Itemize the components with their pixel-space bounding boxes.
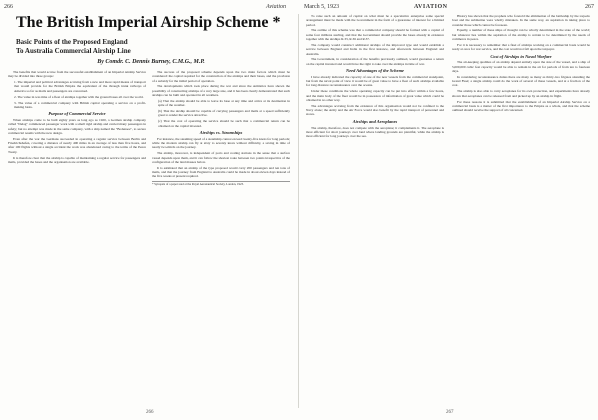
section-heading: Cost of Airships in Naval Warfare bbox=[490, 53, 552, 59]
paragraph: When airships come to be built eighty years as long ago as 1920, a German airship company called "Delag" commenced passenger work with a small rigid airship and carried many passengers in safety; but no attempt was made in the same company, with a ship named the "Bodensee", to secure commercial results with the new design. bbox=[8, 117, 146, 135]
column-2 bbox=[152, 70, 290, 408]
title-footnote-mark: * bbox=[272, 14, 281, 31]
paragraph: It is estimated that an airship of the type proposed would carry 200 passengers and ten tons of mails, and that the journey from England to Australia could be made in about eleven days instead of the five weeks at present required. bbox=[152, 165, 290, 179]
paragraph: The air-keeping qualities of an airship depend entirely upon the size of the vessel, and a ship of 5,000,000 cubic feet capacity would be able to remain in the air for periods of from ten to fourteen days. bbox=[452, 60, 590, 73]
left-folio: 266 bbox=[4, 4, 13, 10]
paragraph: To raise such an amount of capital on what must be a speculative enterprise some special arrangement must be made with the Government in the form of a guarantee of interest for a limited period. bbox=[306, 14, 444, 27]
paragraph: The airship, therefore, does not compete with the aeroplane; it complements it. The aeroplane is most efficient for short journeys over land where landing grounds are plentiful, while the airship is most efficient for long journeys over the sea. bbox=[306, 125, 444, 139]
paragraph: The outline of this scheme was that a commercial company should be formed with a capital of some four millions sterling, and that the Government should provide the bases already in existence together with the airships R.33, R.36 and R.37. bbox=[306, 28, 444, 42]
right-journal-name: AVIATION bbox=[414, 4, 448, 10]
page-gutter bbox=[298, 14, 299, 408]
article-title-text: The British Imperial Airship Scheme bbox=[16, 14, 269, 31]
paragraph: For instance, the steaming speed of a steamship cannot exceed twenty-five knots for long periods; while the modern airship can fly at sixty to seventy knots without difficulty, a saving in time of nearly two-thirds on the journey. bbox=[152, 136, 290, 150]
benefit-list bbox=[8, 80, 146, 109]
paragraph: I have already indicated the capacity of one of the new vessels from the commercial standpoint, but from the naval point of view it would be of great value to have a fleet of such airships available for long distance reconnaissance over the oceans. bbox=[306, 74, 444, 88]
article-title bbox=[16, 14, 286, 32]
right-page-number: 267 bbox=[446, 410, 454, 415]
issue-date: March 5, 1923 bbox=[304, 4, 340, 10]
column-4 bbox=[452, 14, 590, 408]
paragraph: In considering reconnaissance duties there are many as many as thirty-two frigates attending the Grand Fleet; a single airship could do the work of several of these vessels, and at a fraction of the cost. bbox=[452, 74, 590, 88]
paragraph: Equally, a number of these ships of thought can be wholly determined in the state of the world; but whatever lies within the aspiration of the airship is certain to be determined by the needs of commerce in peace. bbox=[452, 28, 590, 42]
paragraph: It is therefore clear that the airship is capable of maintaining a regular service for passengers and mails, provided the bases and the organisation are available. bbox=[8, 155, 146, 164]
paragraph: The company would construct additional airships of the improved type and would establish a service between England and India in the first instance, and afterwards between England and Australia. bbox=[306, 42, 444, 56]
column-1 bbox=[8, 70, 146, 408]
list-item: (c) That the cost of operating the service should be such that a commercial return can be obtained on the capital invested. bbox=[158, 119, 290, 128]
section-heading: Airships and Aeroplanes bbox=[352, 118, 398, 124]
list-item: 1. The imperial and political advantages accruing from a new and more rapid means of transport that would provide for the British Empire the equivalent of the through trunk railways of America so far as mails and passengers are concerned. bbox=[14, 80, 146, 93]
list-item: (a) That the airship should be able to leave its base at any time and arrive at its destination in spite of the weather. bbox=[158, 98, 290, 108]
paragraph: Under these conditions the whole operating capacity can be put into effect within a few hours, and the main body of the fleet would be in possession of information of great value which could be obtained in no other way. bbox=[306, 89, 444, 102]
paragraph: The developments which took place during the war and since the Armistice have shown the possibility of constructing airships of a very large size, and it has been clearly demonstrated that such airships can be built and operated in all weathers. bbox=[152, 84, 290, 98]
column-3 bbox=[306, 14, 444, 408]
requirement-list bbox=[152, 99, 290, 128]
paragraph: The advantages accruing from the existence of this organisation would not be confined to the Navy alone; the Army and the Air Force would also benefit by the rapid transport of personnel and stores. bbox=[306, 103, 444, 117]
paragraph: The airship, moreover, is independent of ports and coaling stations in the sense that a surface vessel depends upon them, and it can follow the shortest route between two points irrespective of the configuration of the land masses below. bbox=[152, 151, 290, 164]
left-page-number: 266 bbox=[146, 410, 154, 415]
paragraph: For it is necessary to remember that a fleet of airships working on a commercial basis would be ready at once for war service, and the cost would not fall upon the taxpayer. bbox=[452, 42, 590, 52]
paragraph: History has shown that the prophets who foretold the elimination of the battleship by the torpedo boat and the submarine were wholly mistaken. In the same way, an aspiration in taking place to consider those which cannot be foreseen. bbox=[452, 14, 590, 27]
list-item: 2. The value in war-time of a fleet of airships together with the ground bases all over the world. bbox=[14, 94, 144, 99]
paragraph: The Government, in consideration of the benefits previously outlined, would guarantee a return on the capital invested and would have the right to take over the airships in time of war. bbox=[306, 57, 444, 66]
list-item: (b) That the airship should be capable of carrying passengers and mails at a speed sufficiently great to render the service attractive. bbox=[158, 109, 290, 118]
list-item: 3. The value of a commercial company with British capital operating a service on a profit-making basis. bbox=[14, 100, 146, 109]
paragraph: Even after the war the Germans succeeded in operating a regular service between Berlin and Friedrichshafen, covering a distance of nearly 400 miles in an average of less than five hours, and after 100 flights without a single accident the work was abandoned owing to the terms of the Peace Treaty. bbox=[8, 136, 146, 154]
paragraph: The benefits that would accrue from the successful establishment of an Imperial Airship Service may be divided into three groups: bbox=[8, 70, 146, 79]
section-heading: Need Advantages of the Scheme bbox=[346, 68, 404, 74]
section-heading: Purpose of Commercial Service bbox=[48, 111, 106, 117]
subtitle-line-2: To Australia Commercial Airship Line bbox=[16, 47, 131, 55]
right-folio: 267 bbox=[585, 4, 594, 10]
footnote: * Synopsis of a paper read at the Royal Aeronautical Society, London, 1923. bbox=[152, 181, 290, 187]
paragraph: The airship is also able to carry aeroplanes for its own protection, and experiments have already shown that aeroplanes can be released from and picked up by an airship in flight. bbox=[452, 89, 590, 98]
paragraph: For these reasons it is submitted that the establishment of an Imperial Airship Service on a commercial basis is a matter of the first importance to the Empire as a whole, and that the scheme outlined should receive the support of all concerned. bbox=[452, 99, 590, 113]
section-heading: Airships vs. Steamships bbox=[199, 129, 243, 135]
paragraph: The success of the proposed scheme depends upon the two main factors which must be considered: the capital required for the construction of the airships and their bases, and the provision of a subsidy for the initial period of operation. bbox=[152, 70, 290, 83]
article-byline: By Comdr. C. Dennis Burney, C.M.G., M.P. bbox=[97, 59, 205, 65]
subtitle-line-1: Basic Points of the Proposed England bbox=[16, 38, 128, 46]
article-subtitle bbox=[16, 38, 286, 56]
left-journal-name: Aviation bbox=[266, 4, 286, 10]
